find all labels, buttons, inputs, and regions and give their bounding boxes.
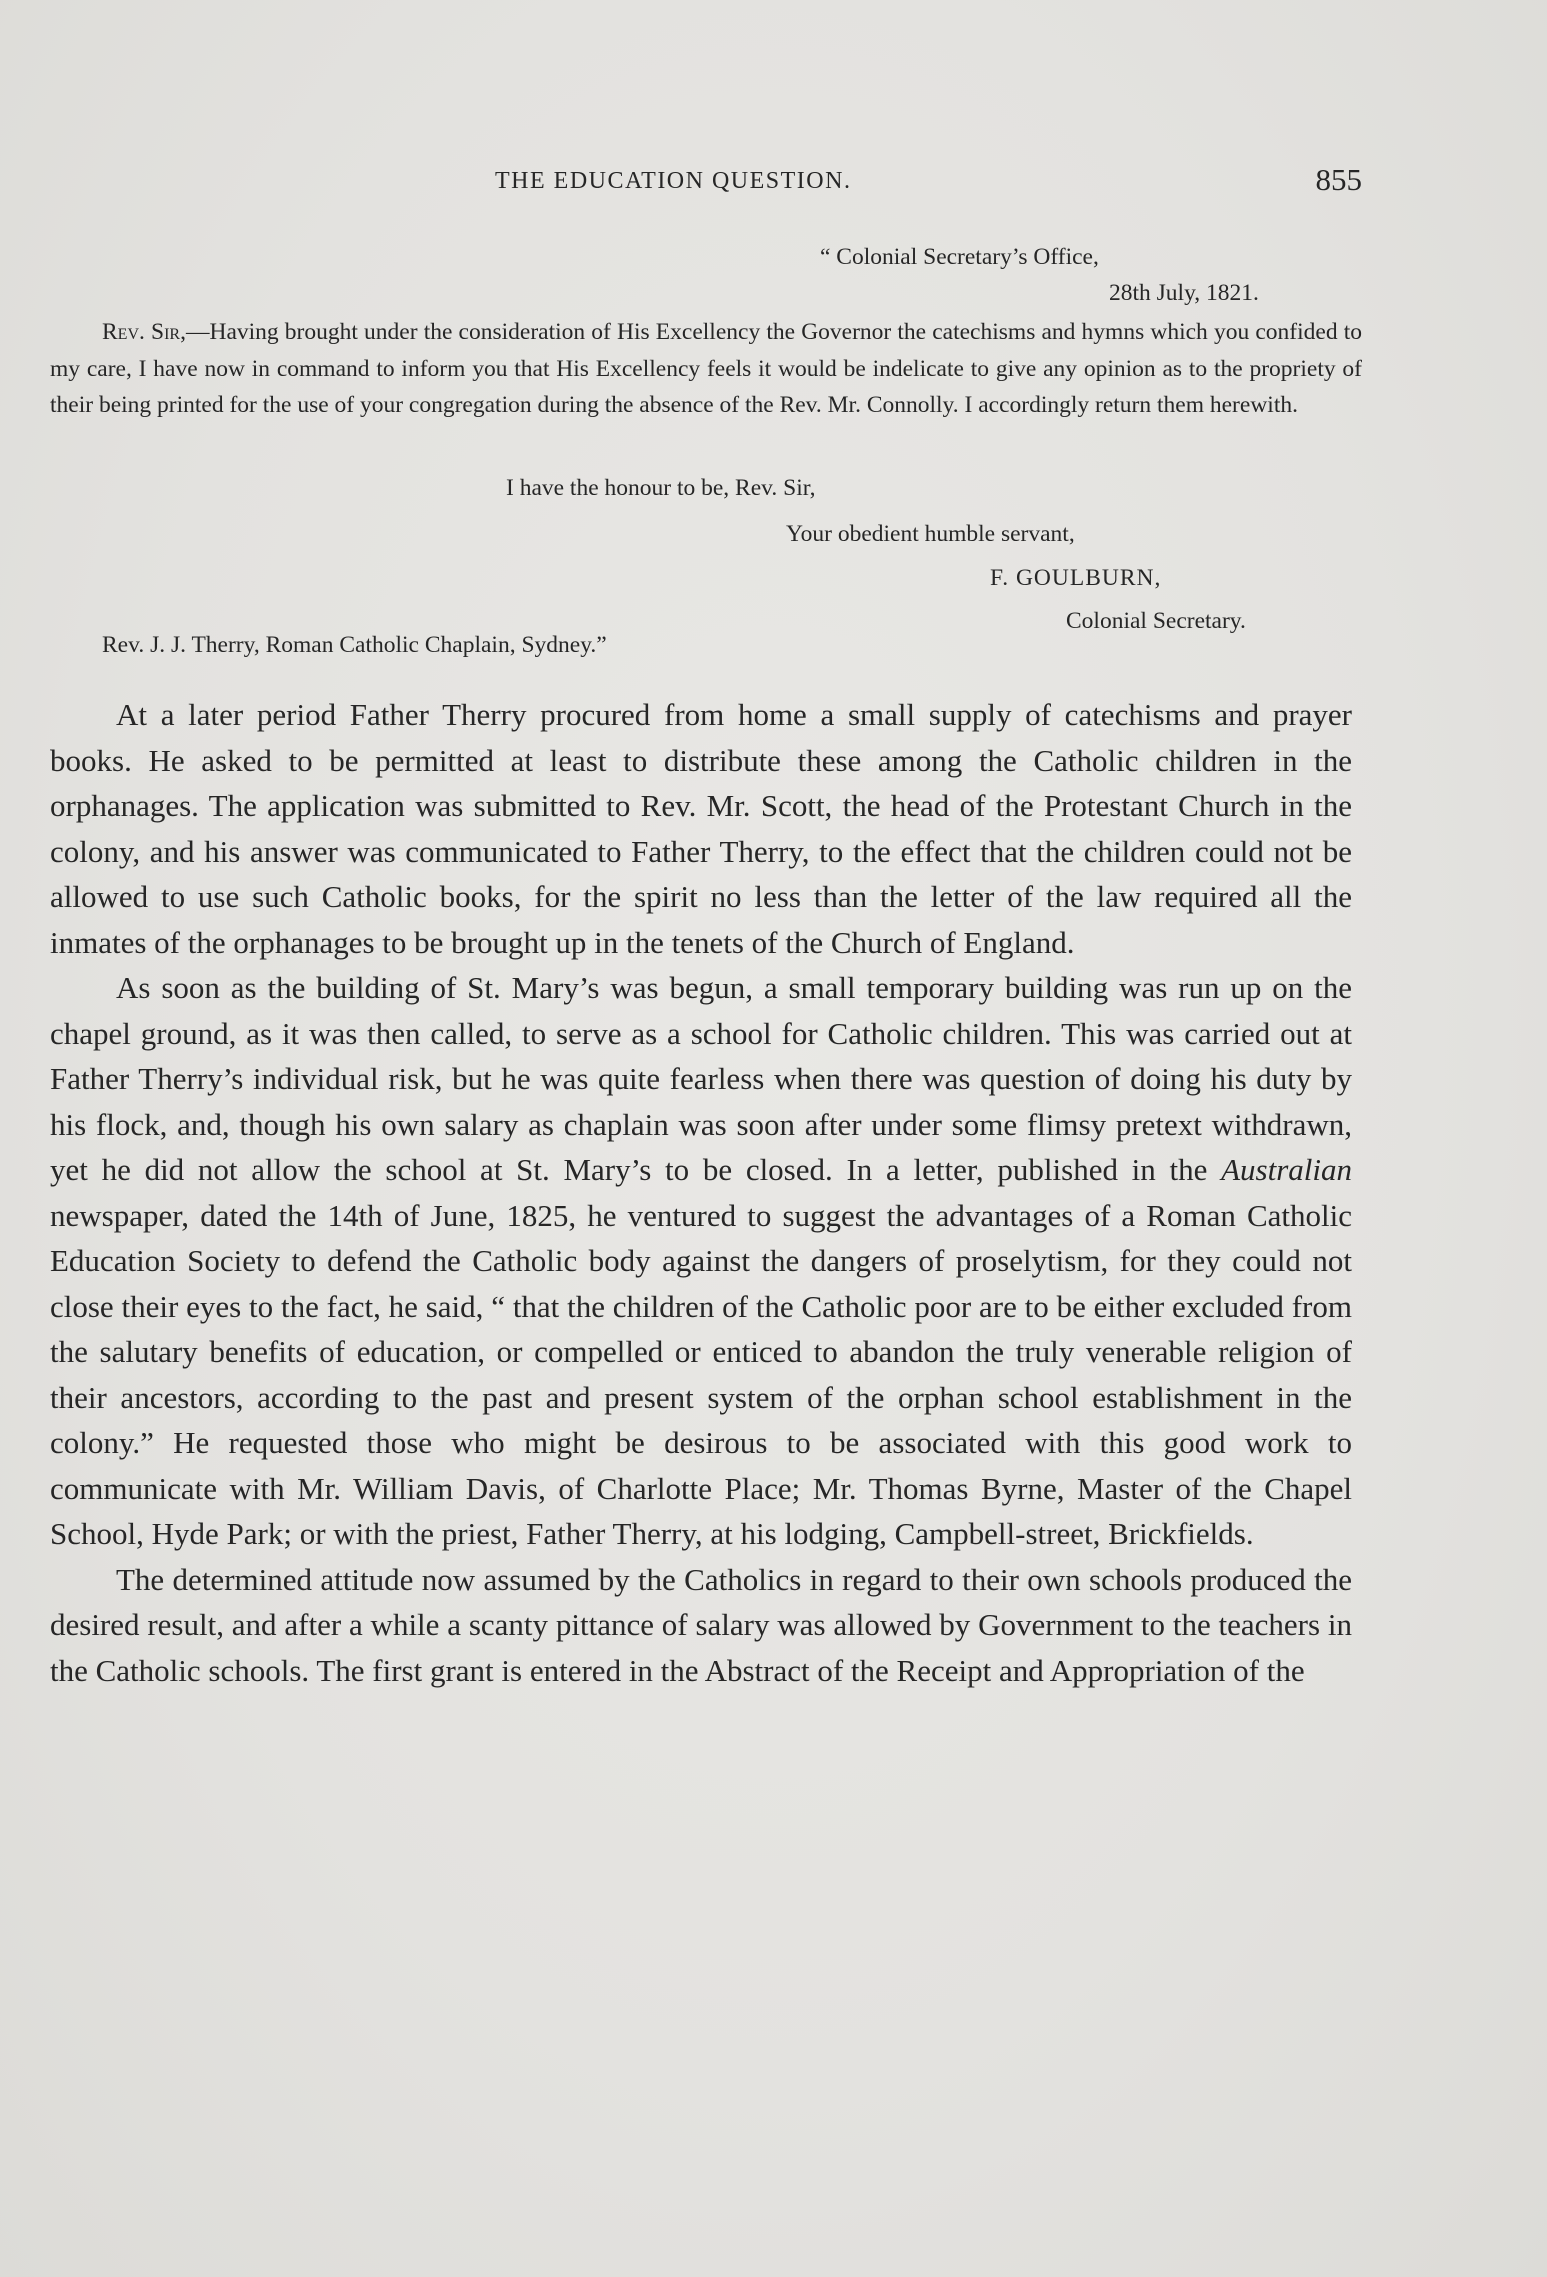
letter-office: “ Colonial Secretary’s Office, [820,244,1099,270]
letter-signatory-title: Colonial Secretary. [1066,608,1246,634]
paragraph-3: The determined attitude now assumed by the Catholics in regard to their own schools produced the desired result, and after a while a scanty pittance of salary was allowed by Government to the teachers in the Catholic schools. The first grant is entered in the Abstract of the Receipt and Appropriation of the [50,1561,1352,1688]
paragraph-2-part-a: As soon as the building of St. Mary’s was begun, a small temporary building was run up on the chapel ground, as it was then called, to serve as a school for Catholic children. This was carried out at Father Therry’s individual risk, but he was quite fearless when there was question of doing his duty by his flock, and, though his own salary as chaplain was soon after under some flimsy pretext withdrawn, yet he did not allow the school at St. Mary’s to be closed. In a letter, published in the [50,970,1352,1187]
letter-signatory: F. GOULBURN, [990,565,1162,591]
main-text [50,692,1352,1693]
letter-closing-1: I have the honour to be, Rev. Sir, [506,475,816,501]
paragraph-1: At a later period Father Therry procured from home a small supply of catechisms and prayer books. He asked to be permitted at least to distribute these among the Catholic children in the orphanages. The application was submitted to Rev. Mr. Scott, the head of the Protestant Church in the colony, and his answer was communicated to Father Therry, to the effect that the children could not be allowed to use such Catholic books, for the spirit no less than the letter of the law required all the inmates of the orphanages to be brought up in the tenets of the Church of England. [50,697,1352,960]
letter-date: 28th July, 1821. [1109,280,1259,306]
newspaper-title: Australian [1221,1152,1352,1187]
letter-salutation: Rev. Sir, [102,319,186,345]
paragraph-2-part-b: newspaper, dated the 14th of June, 1825, he ventured to suggest the advantages of a Roman Catholic Education Society to defend the Catholic body against the dangers of proselytism, for they could not close their eyes to the fact, he said, “ that the children of the Catholic poor are to be either excluded from the salutary benefits of education, or compelled or enticed to abandon the truly venerable religion of their ancestors, according to the past and present system of the orphan school establishment in the colony.” He requested those who might be desirous to be associated with this good work to communicate with Mr. William Davis, of Charlotte Place; Mr. Thomas Byrne, Master of the Chapel School, Hyde Park; or with the priest, Father Therry, at his lodging, Campbell-street, Brickfields. [50,1197,1352,1551]
page-number: 855 [1315,162,1362,197]
paragraph-2 [50,965,1352,1557]
letter-body-text: —Having brought under the consideration of His Excellency the Governor the catechisms and hymns which you confided to my care, I have now in command to inform you that His Excellency feels it would be indelicate to give any opinion as to the propriety of their being printed for the use of your congregation during the absence of the Rev. Mr. Connolly. I accordingly return them herewith. [50,319,1362,418]
page-header [50,162,1362,206]
letter-body [50,314,1362,424]
letter-addressee: Rev. J. J. Therry, Roman Catholic Chaplain, Sydney.” [102,632,607,658]
running-title: THE EDUCATION QUESTION. [495,168,852,194]
letter-closing-2: Your obedient humble servant, [786,521,1075,547]
